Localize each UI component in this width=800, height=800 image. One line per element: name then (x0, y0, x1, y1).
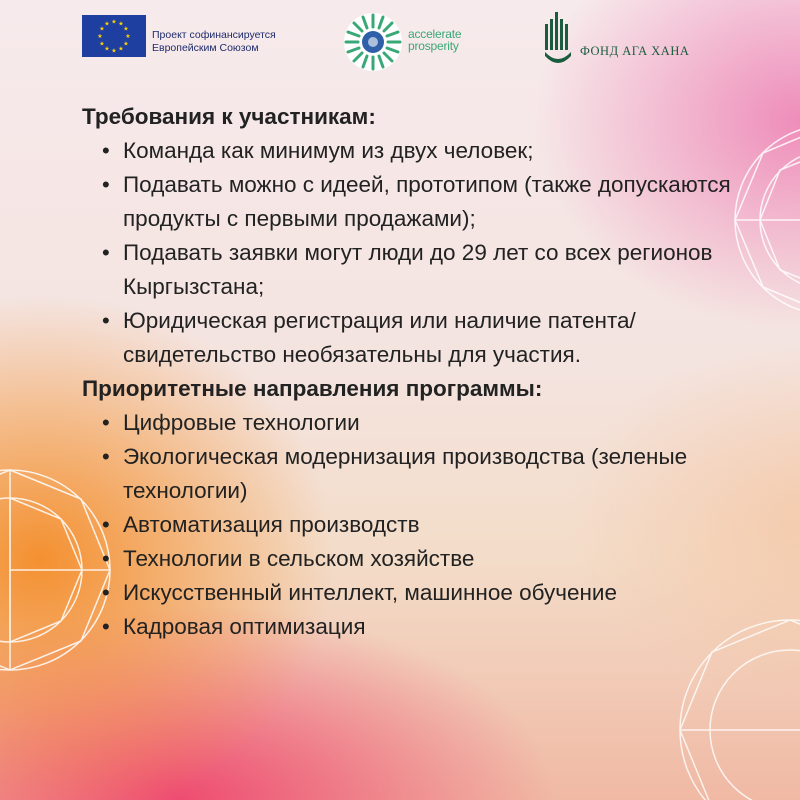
priorities-item: • Экологическая модернизация производства (зеленые технологии) (82, 440, 762, 508)
svg-text:★: ★ (99, 25, 105, 33)
header (0, 0, 800, 90)
svg-text:★: ★ (123, 40, 129, 48)
priorities-item: • Автоматизация производств (82, 508, 762, 542)
requirements-list (82, 134, 762, 372)
aga-khan-foundation-logo (543, 10, 573, 66)
main-content (82, 100, 762, 644)
priorities-item: • Технологии в сельском хозяйстве (82, 542, 762, 576)
accelerate-prosperity-logo (342, 11, 404, 73)
priorities-item: • Кадровая оптимизация (82, 610, 762, 644)
priorities-item: • Искусственный интеллект, машинное обучение (82, 576, 762, 610)
ap-line1: accelerate (408, 27, 462, 41)
svg-text:★: ★ (125, 33, 131, 40)
svg-text:★: ★ (118, 45, 124, 53)
requirements-item: • Юридическая регистрация или наличие патента/свидетельство необязательны для участия. (82, 304, 762, 372)
aga-khan-foundation-name: ФОНД АГА ХАНА (580, 44, 690, 58)
eu-caption-line1: Проект софинансируется (152, 29, 276, 41)
svg-text:★: ★ (123, 25, 129, 33)
requirements-title: Требования к участникам: (82, 104, 376, 129)
svg-text:★: ★ (118, 20, 124, 28)
eu-caption (152, 29, 276, 55)
eu-caption-line2: Европейским Союзом (152, 42, 259, 54)
svg-text:★: ★ (104, 45, 110, 53)
priorities-item: • Цифровые технологии (82, 406, 762, 440)
eu-flag-logo (82, 15, 146, 57)
requirements-item: • Подавать можно с идеей, прототипом (также допускаются продукты с первыми продажами); (82, 168, 762, 236)
svg-text:★: ★ (111, 47, 117, 55)
svg-text:★: ★ (111, 18, 117, 26)
ap-line2: prosperity (408, 39, 459, 53)
svg-text:★: ★ (104, 20, 110, 28)
requirements-item: • Команда как минимум из двух человек; (82, 134, 762, 168)
accelerate-prosperity-wordmark (408, 28, 461, 52)
svg-text:★: ★ (99, 40, 105, 48)
requirements-item: • Подавать заявки могут люди до 29 лет со всех регионов Кыргызстана; (82, 236, 762, 304)
svg-text:★: ★ (97, 33, 103, 40)
priorities-list (82, 406, 762, 644)
priorities-title: Приоритетные направления программы: (82, 376, 543, 401)
